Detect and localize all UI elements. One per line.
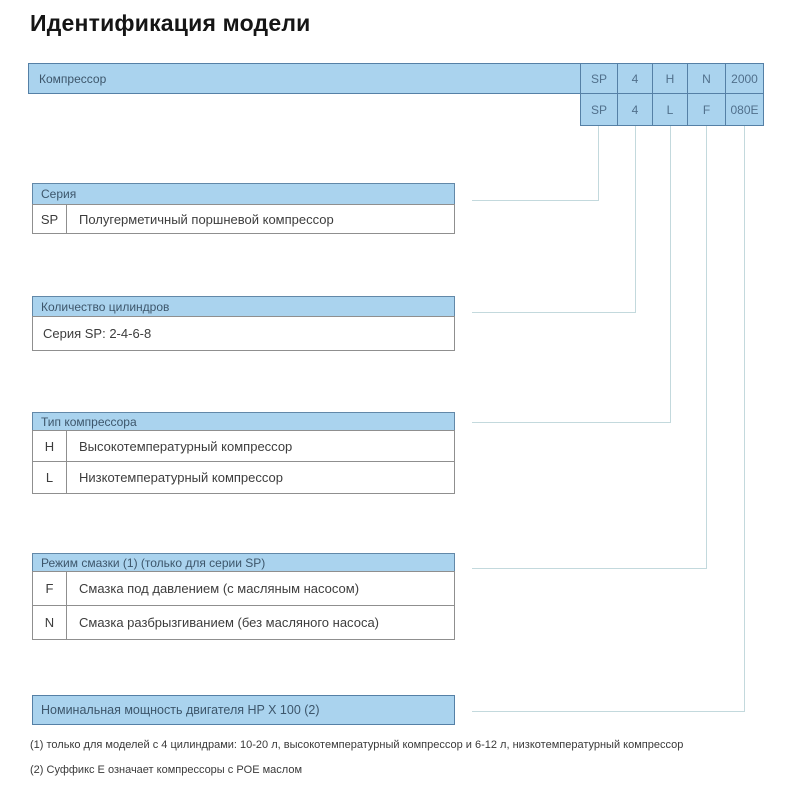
section-series-header: Серия: [32, 183, 455, 205]
connector-line-series: [472, 200, 599, 201]
connector-line-cylinders: [635, 126, 636, 313]
connector-line-power: [744, 126, 745, 712]
model-code-cell: 4: [617, 93, 653, 126]
connector-line-lubrication: [472, 568, 707, 569]
table-row: [32, 461, 455, 494]
model-code-cell: 4: [617, 63, 653, 94]
model-code-cell: F: [687, 93, 726, 126]
footnote-1: (1) только для моделей с 4 цилиндрами: 10-20 л, высокотемпературный компрессор и 6-12 л, низкотемпературный компрессор: [30, 739, 684, 751]
code-cell: N: [33, 606, 67, 639]
section-series: [32, 183, 455, 234]
section-lubrication: [32, 553, 455, 640]
connector-line-power: [472, 711, 745, 712]
description-cell: Полугерметичный поршневой компрессор: [79, 211, 334, 227]
table-row: [32, 316, 455, 351]
table-row: [32, 204, 455, 234]
connector-line-series: [598, 126, 599, 201]
section-type: [32, 412, 455, 494]
compressor-label-bar: Компрессор: [28, 63, 581, 94]
model-code-cell: L: [652, 93, 688, 126]
model-code-cell: 080E: [725, 93, 764, 126]
code-cell: L: [33, 462, 67, 493]
code-cell: F: [33, 572, 67, 605]
description-cell: Серия SP: 2-4-6-8: [43, 326, 152, 341]
section-lubrication-header: Режим смазки (1) (только для серии SP): [32, 553, 455, 572]
footnote-2: (2) Суффикс Е означает компрессоры с POE маслом: [30, 764, 303, 776]
description-cell: Смазка под давлением (с масляным насосом): [79, 581, 360, 596]
model-code-cell: SP: [580, 93, 618, 126]
section-cylinders: [32, 296, 455, 351]
table-row: [32, 430, 455, 462]
code-cell: H: [33, 431, 67, 461]
table-row: [32, 571, 455, 606]
model-code-cell: 2000: [725, 63, 764, 94]
model-code-cell: N: [687, 63, 726, 94]
model-code-cell: H: [652, 63, 688, 94]
table-row: [32, 605, 455, 640]
page-title: Идентификация модели: [30, 10, 311, 36]
connector-line-type: [670, 126, 671, 423]
section-type-header: Тип компрессора: [32, 412, 455, 431]
code-cell: SP: [33, 205, 67, 233]
description-cell: Высокотемпературный компрессор: [79, 438, 293, 454]
connector-line-cylinders: [472, 312, 636, 313]
section-power-header: Номинальная мощность двигателя HP X 100 (2): [32, 695, 455, 725]
description-cell: Смазка разбрызгиванием (без масляного насоса): [79, 615, 379, 630]
section-cylinders-header: Количество цилиндров: [32, 296, 455, 317]
connector-line-type: [472, 422, 671, 423]
model-code-cell: SP: [580, 63, 618, 94]
description-cell: Низкотемпературный компрессор: [79, 470, 283, 485]
connector-line-lubrication: [706, 126, 707, 569]
